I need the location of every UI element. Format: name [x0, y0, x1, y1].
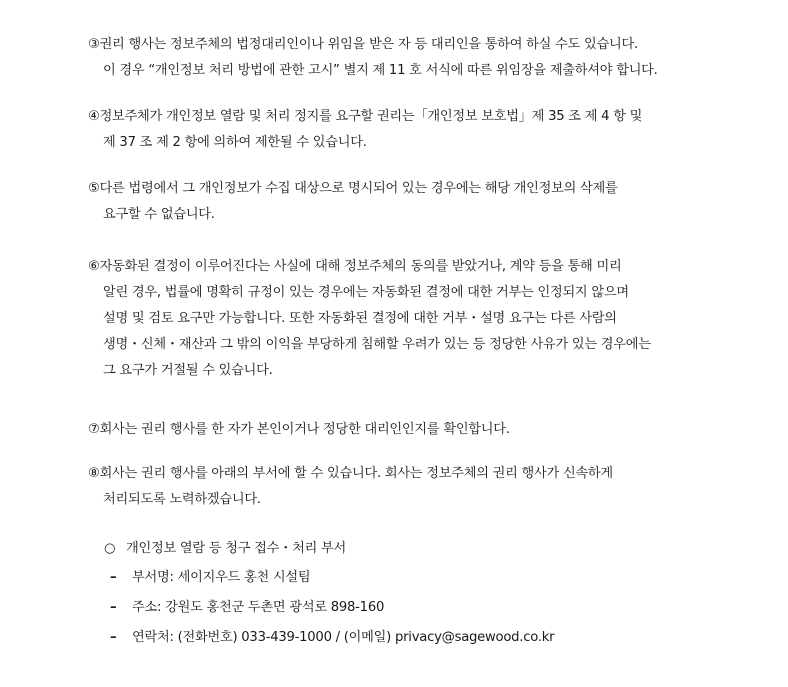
- department-address: [110, 595, 384, 621]
- clause-8-line-2: 처리되도록 노력하겠습니다.: [103, 492, 261, 507]
- clause-6: [88, 254, 778, 384]
- clause-6-line-3: 설명 및 검토 요구만 가능합니다. 또한 자동화된 결정에 대한 거부・설명 요구는 다른 사람의: [103, 311, 617, 326]
- clause-4-line-1: ④정보주체가 개인정보 열람 및 처리 정지를 요구할 권리는「개인정보 보호법」제 35 조 제 4 항 및: [88, 109, 643, 124]
- clause-8: [88, 461, 778, 513]
- clause-6-line-5: 그 요구가 거절될 수 있습니다.: [103, 363, 273, 378]
- clause-4: [88, 104, 778, 156]
- clause-7-line-1: ⑦회사는 권리 행사를 한 자가 본인이거나 정당한 대리인인지를 확인합니다.: [88, 422, 510, 437]
- clause-3: [88, 32, 778, 84]
- clause-7: [88, 417, 778, 443]
- clause-5-line-2: 요구할 수 없습니다.: [103, 207, 215, 222]
- clause-4-line-2: 제 37 조 제 2 항에 의하여 제한될 수 있습니다.: [103, 135, 367, 150]
- clause-3-line-1: ③권리 행사는 정보주체의 법정대리인이나 위임을 받은 자 등 대리인을 통하여 하실 수도 있습니다.: [88, 37, 638, 52]
- department-heading-text: 개인정보 열람 등 청구 접수・처리 부서: [126, 541, 346, 556]
- clause-6-line-4: 생명・신체・재산과 그 밖의 이익을 부당하게 침해할 우려가 있는 등 정당한 사유가 있는 경우에는: [103, 337, 651, 352]
- department-contact-text: 연락처: (전화번호) 033-439-1000 / (이메일) privacy@sagewood.co.kr: [132, 630, 555, 645]
- clause-6-line-1: ⑥자동화된 결정이 이루어진다는 사실에 대해 정보주체의 동의를 받았거나, 계약 등을 통해 미리: [88, 259, 622, 274]
- dash-bullet-icon: –: [110, 630, 117, 645]
- clause-8-line-1: ⑧회사는 권리 행사를 아래의 부서에 할 수 있습니다. 회사는 정보주체의 권리 행사가 신속하게: [88, 466, 613, 481]
- department-heading: [104, 536, 346, 562]
- clause-5-line-1: ⑤다른 법령에서 그 개인정보가 수집 대상으로 명시되어 있는 경우에는 해당 개인정보의 삭제를: [88, 181, 618, 196]
- department-name-text: 부서명: 세이지우드 홍천 시설팀: [132, 570, 311, 585]
- clause-6-line-2: 알린 경우, 법률에 명확히 규정이 있는 경우에는 자동화된 결정에 대한 거부는 인정되지 않으며: [103, 285, 629, 300]
- clause-3-line-2: 이 경우 “개인정보 처리 방법에 관한 고시” 별지 제 11 호 서식에 따른 위임장을 제출하셔야 합니다.: [103, 63, 658, 78]
- department-address-text: 주소: 강원도 홍천군 두촌면 광석로 898-160: [132, 600, 385, 615]
- dash-bullet-icon: –: [110, 600, 117, 615]
- department-contact: [110, 625, 554, 651]
- department-name: [110, 565, 310, 591]
- clause-5: [88, 176, 778, 228]
- dash-bullet-icon: –: [110, 570, 117, 585]
- circle-bullet-icon: ○: [104, 541, 116, 556]
